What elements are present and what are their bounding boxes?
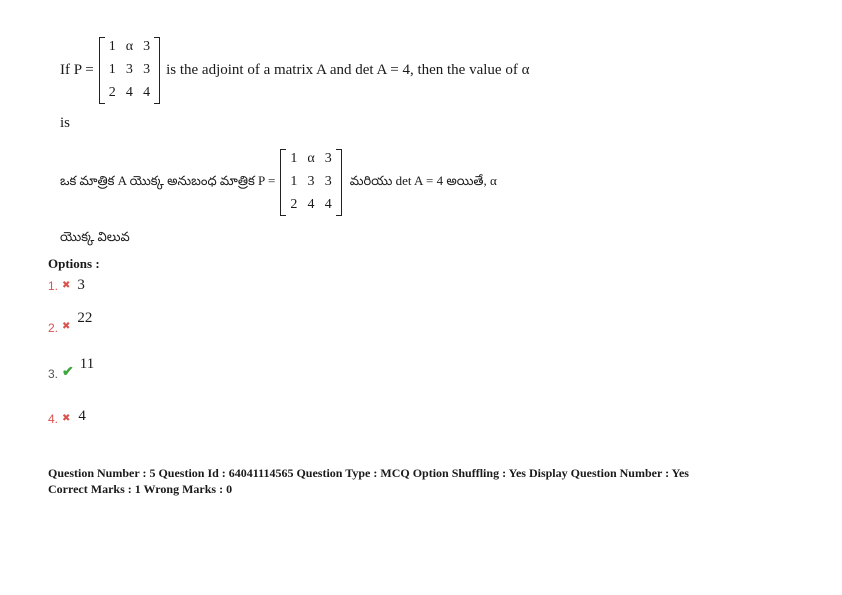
matrix-cell: 3	[324, 174, 332, 189]
question-english	[60, 34, 529, 106]
question-lead: If P =	[60, 61, 94, 78]
option-2[interactable]	[48, 310, 93, 335]
question-metadata	[48, 465, 689, 497]
option-4[interactable]	[48, 410, 86, 427]
option-3[interactable]	[48, 356, 95, 381]
option-value: 11	[79, 356, 95, 372]
matrix-cell: 4	[125, 85, 133, 100]
matrix-cell: 4	[324, 197, 332, 212]
matrix-cell: 1	[290, 174, 298, 189]
question-continuation: is	[60, 115, 71, 131]
option-number: 2.	[48, 321, 59, 335]
matrix-cell: α	[125, 39, 134, 54]
matrix-p-telugu	[280, 148, 341, 217]
check-icon: ✔	[62, 365, 74, 380]
matrix-cell: α	[307, 151, 315, 166]
wrong-icon: ✖	[62, 321, 71, 332]
option-value: 3	[77, 277, 85, 293]
matrix-cell: 4	[307, 197, 315, 212]
matrix-p	[99, 36, 160, 105]
wrong-icon: ✖	[62, 413, 71, 424]
option-value: 22	[77, 310, 93, 326]
wrong-icon: ✖	[62, 280, 71, 291]
matrix-cell: 3	[307, 174, 315, 189]
telugu-continuation: యొక్క విలువ	[60, 229, 130, 244]
matrix-cell: 1	[108, 62, 116, 77]
option-number: 1.	[48, 278, 59, 293]
question-tail: is the adjoint of a matrix A and det A = 4, then the value of α	[166, 61, 530, 78]
matrix-cell: 3	[324, 151, 332, 166]
telugu-tail: మరియు det A = 4 అయితే, α	[349, 172, 497, 188]
options-label: Options :	[48, 256, 100, 271]
matrix-cell: 3	[143, 62, 151, 77]
telugu-lead: ఒక మాత్రిక A యొక్క అనుబంధ మాత్రిక P =	[60, 172, 276, 188]
matrix-cell: 1	[108, 39, 116, 54]
matrix-cell: 3	[125, 62, 133, 77]
matrix-cell: 3	[143, 39, 151, 54]
option-number: 4.	[48, 411, 59, 426]
matrix-cell: 2	[290, 197, 298, 212]
option-1[interactable]	[48, 277, 85, 294]
matrix-cell: 4	[143, 85, 151, 100]
question-telugu	[60, 146, 497, 218]
metadata-line-1: Question Number : 5 Question Id : 64041114565 Question Type : MCQ Option Shuffling : Yes Display Question Number : Yes	[48, 466, 689, 480]
matrix-cell: 2	[108, 85, 116, 100]
option-number: 3.	[48, 367, 59, 381]
matrix-cell: 1	[290, 151, 298, 166]
option-value: 4	[78, 408, 86, 424]
metadata-line-2: Correct Marks : 1 Wrong Marks : 0	[48, 482, 233, 496]
